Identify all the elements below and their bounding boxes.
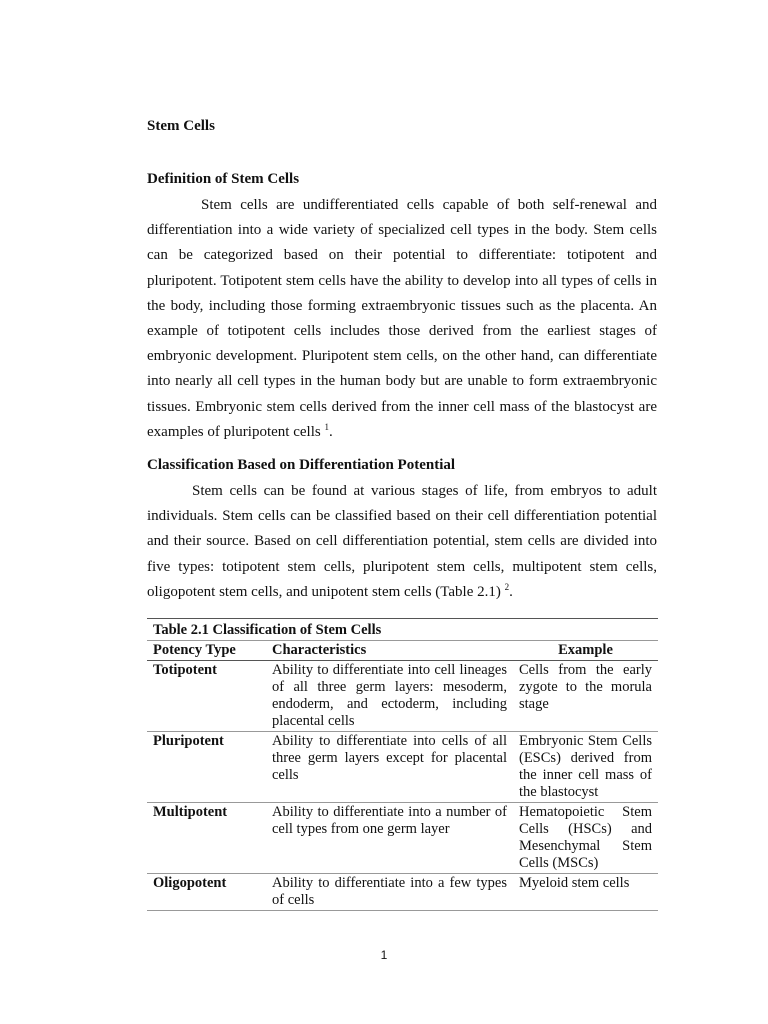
section-heading-classification: Classification Based on Differentiation Potential — [147, 457, 456, 473]
characteristics-cell: Ability to differentiate into a few types of cells — [266, 874, 513, 911]
section-heading-definition: Definition of Stem Cells — [147, 171, 300, 187]
citation-1[interactable]: 1 — [324, 421, 329, 432]
column-header-potency: Potency Type — [147, 641, 266, 661]
characteristics-cell: Ability to differentiate into cells of all three germ layers except for placental cells — [266, 732, 513, 803]
example-cell: Hematopoietic Stem Cells (HSCs) and Mesenchymal Stem Cells (MSCs) — [513, 803, 658, 874]
potency-type-cell: Totipotent — [147, 661, 266, 732]
column-header-example: Example — [513, 641, 658, 661]
stem-cell-classification-table — [147, 618, 658, 911]
table-row — [147, 661, 658, 732]
definition-paragraph: Stem cells are undifferentiated cells capable of both self-renewal and differentiation into a wide variety of specialized cell types in the body. Stem cells can be categorized based on their potential to differentiate: totipotent and pluripotent. Totipotent stem cells have the ability to develop into all types of cells in the body, including those forming extraembryonic tissues such as the placenta. An example of totipotent cells includes those derived from the earliest stages of embryonic development. Pluripotent stem cells, on the other hand, can differentiate into nearly all cell types in the human body but are unable to form extraembryonic tissues. Embryonic stem cells derived from the inner cell mass of the blastocyst are examples of pluripotent cells $^1$. — [147, 197, 657, 440]
page-number: 1 — [380, 948, 388, 962]
characteristics-cell: Ability to differentiate into a number of cell types from one germ layer — [266, 803, 513, 874]
table-row — [147, 803, 658, 874]
table-row — [147, 732, 658, 803]
classification-paragraph: Stem cells can be found at various stages of life, from embryos to adult individuals. Stem cells can be classified based on their cell differentiation potential and their source. Based on cell differentiation potential, stem cells are divided into five types: totipotent stem cells, pluripotent stem cells, multipotent stem cells, oligopotent stem cells, and unipotent stem cells (Table 2.1) $^2$. — [147, 483, 657, 600]
citation-2[interactable]: 2 — [504, 581, 510, 592]
document-title: Stem Cells — [147, 118, 215, 134]
example-cell: Myeloid stem cells — [513, 874, 658, 911]
characteristics-cell: Ability to differentiate into cell lineages of all three germ layers: mesoderm, endoderm, and ectoderm, including placental cells — [266, 661, 513, 732]
table-row — [147, 874, 658, 911]
classification-text: Stem cells can be found at various stages of life, from embryos to adult individuals. Stem cells can be classified based on their cell differentiation potential and their source. Based on cell differentiation potential, stem cells are divided into five types: totipotent stem cells, pluripotent stem cells, multipotent stem cells, oligopotent stem cells, and unipotent stem cells (Table 2.1) — [147, 483, 657, 600]
column-header-characteristics: Characteristics — [266, 641, 513, 661]
potency-type-cell: Multipotent — [147, 803, 266, 874]
definition-text: Stem cells are undifferentiated cells capable of both self-renewal and differentiation into a wide variety of specialized cell types in the body. Stem cells can be categorized based on their potential to differentiate: totipotent and pluripotent. Totipotent stem cells have the ability to develop into all types of cells in the body, including those forming extraembryonic tissues such as the placenta. An example of totipotent cells includes those derived from the earliest stages of embryonic development. Pluripotent stem cells, on the other hand, can differentiate into nearly all cell types in the human body but are unable to form extraembryonic tissues. Embryonic stem cells derived from the inner cell mass of the blastocyst are examples of pluripotent cells — [147, 197, 657, 440]
potency-type-cell: Pluripotent — [147, 732, 266, 803]
potency-type-cell: Oligopotent — [147, 874, 266, 911]
example-cell: Embryonic Stem Cells (ESCs) derived from the inner cell mass of the blastocyst — [513, 732, 658, 803]
example-cell: Cells from the early zygote to the morula stage — [513, 661, 658, 732]
table-caption: Table 2.1 Classification of Stem Cells — [147, 619, 658, 641]
